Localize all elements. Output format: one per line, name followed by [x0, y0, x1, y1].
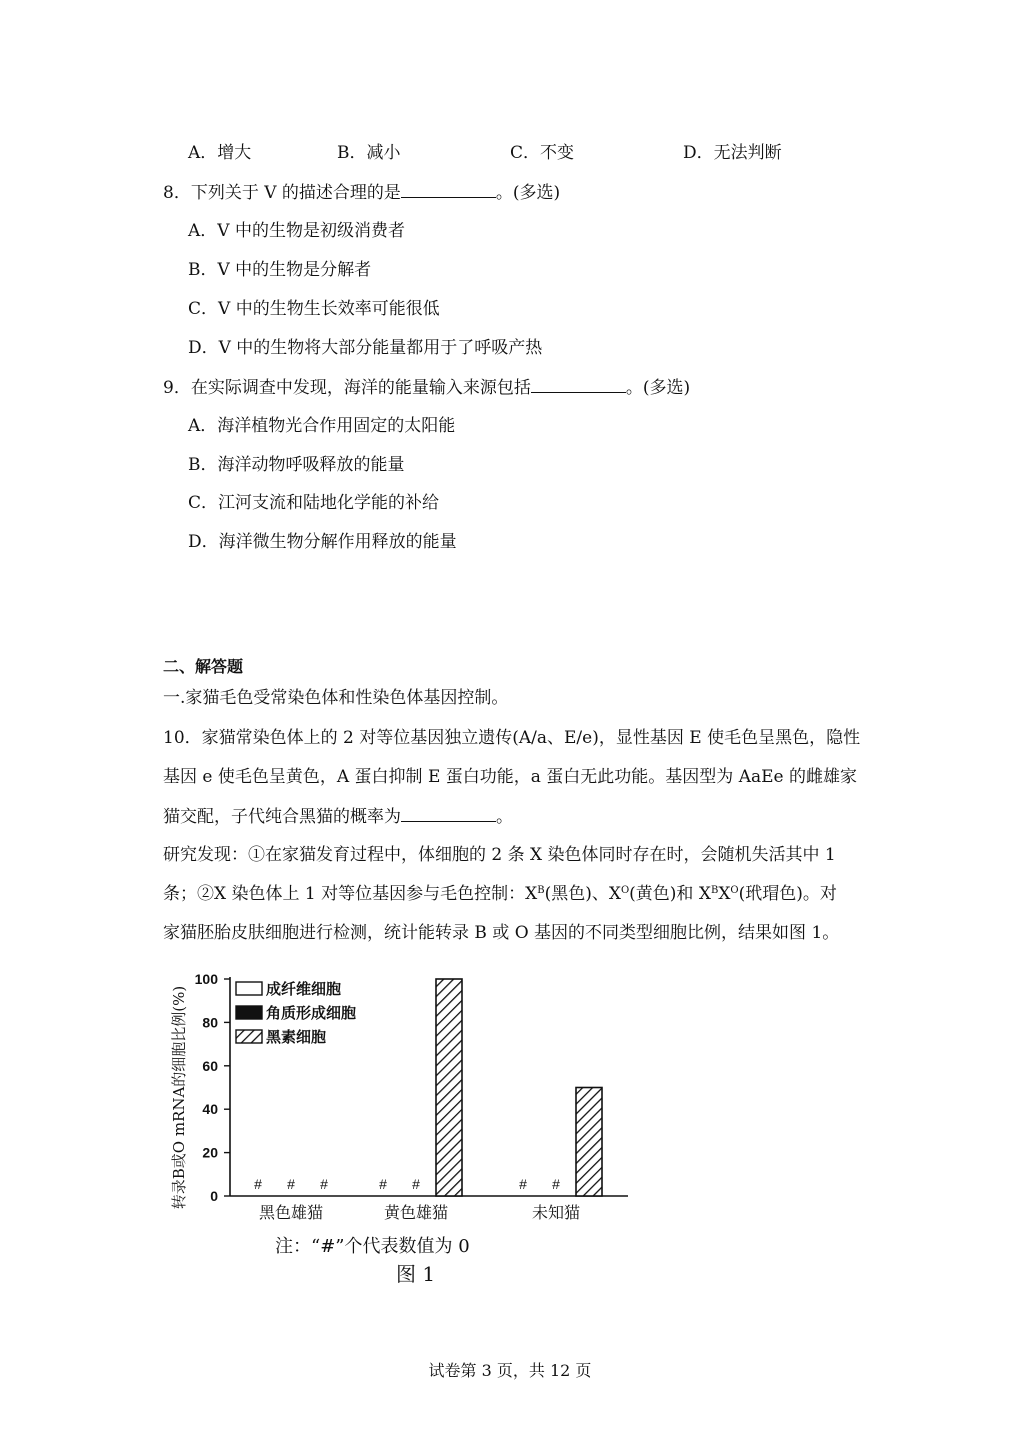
- q7-option-c: C．不变: [510, 143, 575, 163]
- legend-swatch-hatched: [236, 1030, 262, 1043]
- y-tick-label: 40: [202, 1101, 218, 1118]
- research-line-3: 家猫胚胎皮肤细胞进行检测，统计能转录 B 或 O 基因的不同类型细胞比例，结果如图 1。: [163, 923, 840, 943]
- q7-option-b: B．减小: [337, 143, 401, 163]
- research-line-2-c: (黄色)和 X: [629, 884, 711, 904]
- y-axis-label: 转录B或O mRNA的细胞比例(%): [170, 985, 188, 1210]
- legend-label: 成纤维细胞: [266, 980, 342, 998]
- zero-marker: #: [412, 1176, 420, 1192]
- q8-stem: [163, 181, 560, 204]
- research-line-2-d: X: [718, 884, 731, 904]
- x-tick-label: 黑色雄猫: [258, 1203, 324, 1222]
- zero-marker: #: [287, 1176, 295, 1192]
- q10-line-3-text: 猫交配，子代纯合黑猫的概率为: [163, 807, 401, 827]
- q9-answer-blank[interactable]: [531, 376, 626, 393]
- y-tick-label: 20: [202, 1144, 218, 1161]
- q8-option-c: C．V 中的生物生长效率可能很低: [188, 299, 440, 319]
- q9-option-c: C．江河支流和陆地化学能的补给: [188, 493, 440, 513]
- q9-option-b: B．海洋动物呼吸释放的能量: [188, 455, 405, 475]
- q10-line-1: 10．家猫常染色体上的 2 对等位基因独立遗传(A/a、E/e)，显性基因 E 使毛色呈黑色，隐性: [163, 728, 861, 748]
- q9-option-a: A．海洋植物光合作用固定的太阳能: [188, 416, 456, 436]
- q10-line-3-suffix: 。: [496, 807, 513, 827]
- q8-answer-blank[interactable]: [401, 181, 496, 198]
- y-tick-label: 0: [210, 1188, 218, 1204]
- q9-stem-text: 9．在实际调查中发现，海洋的能量输入来源包括: [163, 378, 531, 398]
- q8-option-d: D．V 中的生物将大部分能量都用于了呼吸产热: [188, 338, 543, 358]
- bar-hatched: [576, 1088, 602, 1197]
- allele-o-sup: O: [620, 885, 630, 896]
- allele-o2-sup: O: [730, 885, 739, 896]
- x-tick-label: 未知猫: [531, 1203, 581, 1222]
- research-line-2-a: 条；②X 染色体上 1 对等位基因参与毛色控制：X: [163, 884, 538, 904]
- section-intro: 一.家猫毛色受常染色体和性染色体基因控制。: [163, 688, 509, 708]
- legend-label: 黑素细胞: [266, 1028, 327, 1046]
- legend-swatch-black: [236, 1006, 262, 1019]
- legend-swatch-white: [236, 982, 262, 995]
- y-tick-label: 80: [202, 1014, 218, 1031]
- q9-option-d: D．海洋微生物分解作用释放的能量: [188, 532, 457, 552]
- q10-answer-blank[interactable]: [401, 805, 496, 822]
- q8-option-a: A．V 中的生物是初级消费者: [188, 221, 405, 241]
- chart-caption: 图 1: [396, 1262, 436, 1286]
- research-line-2: [163, 883, 837, 905]
- y-tick-label: 100: [194, 971, 218, 987]
- allele-b2-sup: B: [710, 885, 719, 896]
- q7-option-a: A．增大: [188, 143, 252, 163]
- allele-b-sup: B: [537, 885, 545, 896]
- zero-marker: #: [379, 1176, 387, 1192]
- research-line-1: 研究发现：①在家猫发育过程中，体细胞的 2 条 X 染色体同时存在时，会随机失活其中 1: [163, 845, 836, 865]
- zero-marker: #: [552, 1176, 560, 1192]
- section-heading: 二、解答题: [163, 657, 244, 676]
- chart-note: 注：“#”个代表数值为 0: [275, 1236, 470, 1257]
- figure-1-chart: [160, 955, 640, 1290]
- page-footer: 试卷第 3 页，共 12 页: [428, 1361, 592, 1380]
- q8-option-b: B．V 中的生物是分解者: [188, 260, 372, 280]
- research-line-2-e: (玳瑁色)。对: [738, 884, 837, 904]
- q7-option-d: D．无法判断: [683, 143, 782, 163]
- zero-marker: #: [519, 1176, 527, 1192]
- q10-line-3: [163, 805, 513, 828]
- q8-stem-suffix: 。(多选): [495, 183, 561, 203]
- q8-stem-text: 8．下列关于 V 的描述合理的是: [163, 183, 401, 203]
- y-tick-label: 60: [202, 1057, 218, 1074]
- q9-stem-suffix: 。(多选): [625, 378, 691, 398]
- q9-stem: [163, 376, 690, 399]
- zero-marker: #: [254, 1176, 262, 1192]
- research-line-2-b: (黑色)、X: [544, 884, 621, 904]
- q7-options: [0, 142, 1020, 164]
- zero-marker: #: [320, 1176, 328, 1192]
- legend-label: 角质形成细胞: [266, 1004, 357, 1022]
- x-tick-label: 黄色雄猫: [383, 1203, 449, 1222]
- q10-line-2: 基因 e 使毛色呈黄色，A 蛋白抑制 E 蛋白功能，a 蛋白无此功能。基因型为 AaEe 的雌雄家: [163, 767, 857, 787]
- bar-hatched: [436, 979, 462, 1196]
